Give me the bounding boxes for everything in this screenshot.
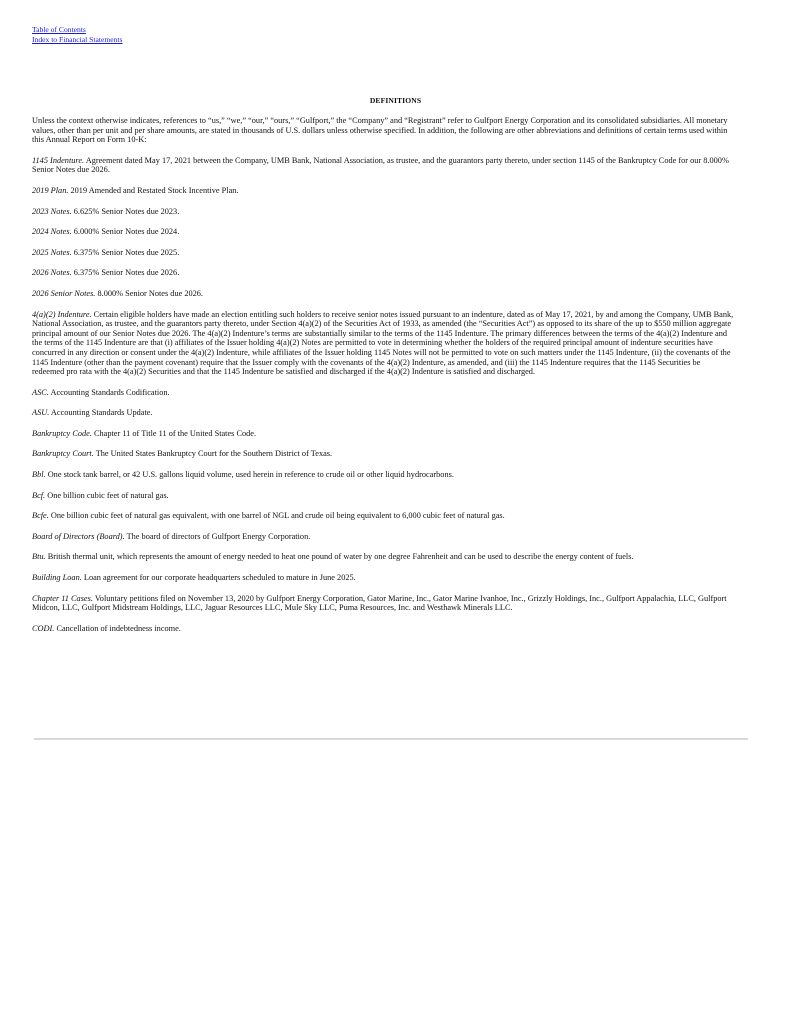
definition-item [32,408,734,418]
definition-term: Btu. [32,552,46,562]
definition-item [32,207,734,217]
top-nav [32,25,122,44]
definition-item [32,310,734,377]
page-divider [34,738,748,740]
definition-term: Chapter 11 Cases. [32,593,93,603]
definition-term: Bankruptcy Court. [32,449,94,459]
definition-term: ASU. [32,408,50,418]
definition-text: Voluntary petitions filed on November 13, 2020 by Gulfport Energy Corporation, Gator Marine, Inc., Gator Marine Ivanhoe, Inc., Grizzly Holdings, Inc., Gulfport Appalachia, LLC, Gulfport Midcon, LLC, Gulfport Midstream Holdings, LLC, Jaguar Resources LLC, Mule Sky LLC, Puma Resources, Inc. and Westhawk Minerals LLC. [32,593,727,613]
definition-text: Cancellation of indebtedness income. [56,623,181,633]
definition-item [32,573,734,583]
definition-text: One billion cubic feet of natural gas equivalent, with one barrel of NGL and crude oil being equivalent to 6,000 cubic feet of natural gas. [50,511,505,521]
index-to-financial-statements-link[interactable]: Index to Financial Statements [32,34,123,44]
definition-text: British thermal unit, which represents the amount of energy needed to heat one pound of water by one degree Fahrenheit and can be used to describe the energy content of fuels. [47,552,634,562]
definition-text: 6.375% Senior Notes due 2025. [73,247,180,257]
definition-term: Bbl. [32,470,46,480]
definition-term: Building Loan. [32,573,82,583]
definition-term: CODI. [32,623,55,633]
table-of-contents-link[interactable]: Table of Contents [32,25,86,34]
definition-term: ASC. [32,387,49,397]
definition-term: 2026 Senior Notes. [32,288,96,298]
definitions-body [32,116,734,644]
definition-item [32,491,734,501]
definition-text: Chapter 11 of Title 11 of the United States Code. [93,428,257,438]
definition-text: One stock tank barrel, or 42 U.S. gallons liquid volume, used herein in reference to crude oil or other liquid hydrocarbons. [47,470,454,480]
definition-text: 2019 Amended and Restated Stock Incentive Plan. [70,185,239,195]
definition-term: Bankruptcy Code. [32,428,92,438]
definition-item [32,511,734,521]
definition-term: Bcf. [32,490,46,500]
definition-text: Loan agreement for our corporate headquarters scheduled to mature in June 2025. [83,573,356,583]
definition-item [32,624,734,634]
definition-term: 4(a)(2) Indenture. [32,309,92,319]
definition-text: 8.000% Senior Notes due 2026. [97,288,204,298]
definition-item [32,552,734,562]
definition-item [32,227,734,237]
definition-text: The board of directors of Gulfport Energy Corporation. [126,531,311,541]
definition-item [32,156,734,175]
definition-item [32,186,734,196]
definition-term: 2019 Plan. [32,185,69,195]
definition-text: Agreement dated May 17, 2021 between the Company, UMB Bank, National Association, as trustee, and the guarantors party thereto, under section 1145 of the Bankruptcy Code for our 8.000% Senior Notes due 2026. [32,155,729,175]
definition-text: 6.000% Senior Notes due 2024. [73,227,180,237]
definition-text: One billion cubic feet of natural gas. [47,490,169,500]
definition-item [32,248,734,258]
definition-term: 2023 Notes. [32,206,72,216]
definition-term: Bcfe. [32,511,49,521]
definition-item [32,268,734,278]
definition-text: Accounting Standards Codification. [50,387,170,397]
definition-item [32,532,734,542]
definition-item [32,594,734,613]
definition-item [32,470,734,480]
definition-term: 2025 Notes. [32,247,72,257]
definition-item [32,289,734,299]
definition-term: 1145 Indenture. [32,155,85,165]
intro-paragraph: Unless the context otherwise indicates, references to “us,” “we,” “our,” “ours,” “Gulfport,” the “Company” and “Registrant” refer to Gulfport Energy Corporation and its consolidated subsidiaries. All monetary values, other than per unit and per share amounts, are stated in thousands of U.S. dollars unless otherwise specified. In addition, the following are other abbreviations and definitions of certain terms used within this Annual Report on Form 10-K: [32,116,728,145]
definition-text: Accounting Standards Update. [50,408,153,418]
definition-term: Board of Directors (Board). [32,531,125,541]
definitions-list [32,156,734,634]
definition-text: 6.375% Senior Notes due 2026. [73,268,180,278]
definition-item [32,388,734,398]
definition-term: 2026 Notes. [32,268,72,278]
definition-text: 6.625% Senior Notes due 2023. [73,206,180,216]
definition-term: 2024 Notes. [32,227,72,237]
definition-item [32,429,734,439]
definition-text: Certain eligible holders have made an election entitling such holders to receive senior notes issued pursuant to an indenture, dated as of May 17, 2021, by and among the Company, UMB Bank, National Association, as trustee, and the guarantors party thereto, under Section 4(a)(2) of the Securities Act of 1933, as amended (the “Securities Act”) as opposed to its share of the up to $550 million aggregate principal amount of our Senior Notes due 2026. The 4(a)(2) Indenture’s terms are substantially similar to the terms of the 1145 Indenture. The primary differences between the terms of the 4(a)(2) Indenture and the terms of the 1145 Indenture are that (i) affiliates of the Issuer holding 4(a)(2) Notes are permitted to vote in determining whether the holders of the required principal amount of indenture securities have concurred in any direction or consent under the 4(a)(2) Indenture, while affiliates of the Issuer holding 1145 Notes will not be permitted to vote on such matters under the 1145 Indenture, (ii) the covenants of the 1145 Indenture (other than the payment covenant) require that the Issuer comply with the covenants of the 4(a)(2) Indenture, as amended, and (iii) the 1145 Indenture requires that the 1145 Securities be redeemed pro rata with the 4(a)(2) Securities and that the 1145 Indenture be satisfied and discharged if the 4(a)(2) Indenture is satisfied and discharged. [32,309,734,377]
definition-text: The United States Bankruptcy Court for the Southern District of Texas. [95,449,333,459]
page-title: DEFINITIONS [369,96,422,105]
definition-item [32,449,734,459]
